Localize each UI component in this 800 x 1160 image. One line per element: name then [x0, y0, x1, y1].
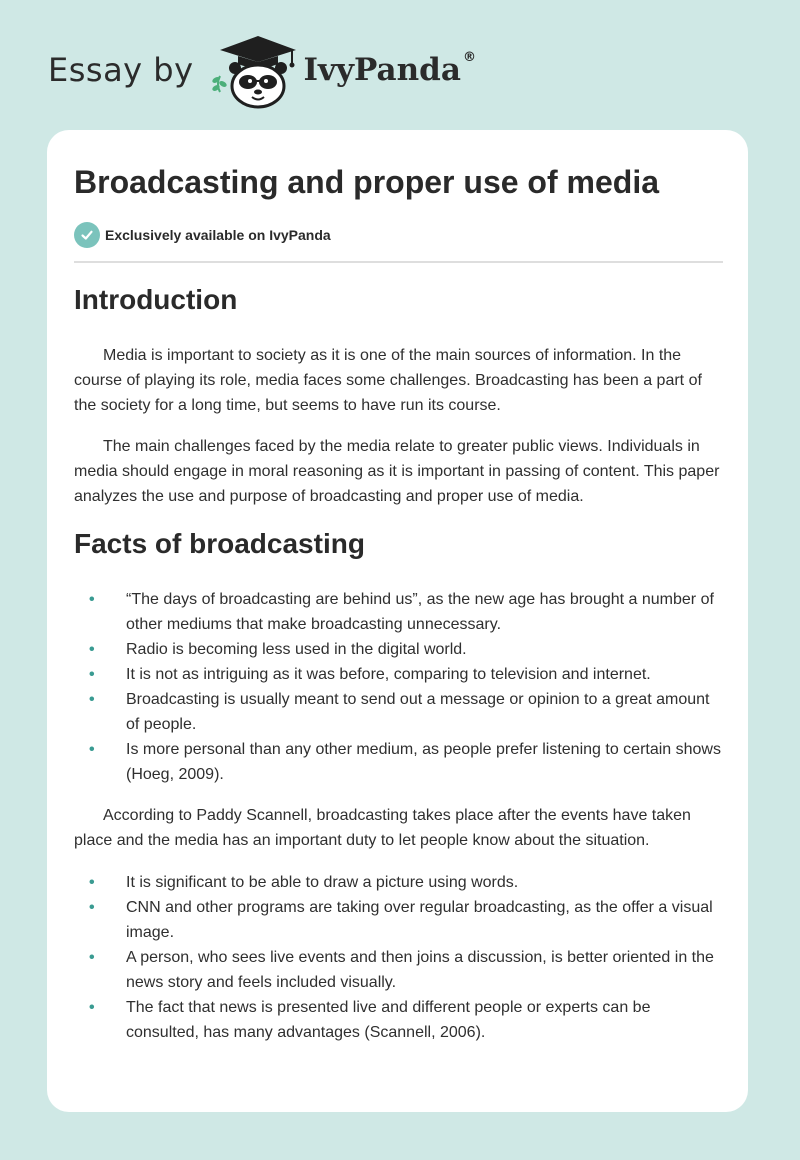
- section-heading-introduction: Introduction: [74, 284, 238, 315]
- list-item: [74, 587, 724, 637]
- list-item-text: It is not as intriguing as it was before, comparing to television and internet.: [126, 666, 651, 683]
- essay-title: Broadcasting and proper use of media: [74, 164, 659, 200]
- bullet-icon: •: [89, 591, 95, 608]
- list-item: [74, 662, 724, 687]
- list-item: [74, 870, 724, 895]
- registered-mark: ®: [462, 50, 476, 65]
- list-item-text: CNN and other programs are taking over regular broadcasting, as the offer a visual image.: [126, 899, 713, 941]
- bullet-icon: •: [89, 999, 95, 1016]
- list-item-text: It is significant to be able to draw a picture using words.: [126, 874, 519, 891]
- bullet-icon: •: [89, 949, 95, 966]
- panda-logo-icon[interactable]: [208, 30, 308, 110]
- list-item: [74, 945, 724, 995]
- list-item: [74, 995, 724, 1045]
- list-item-text: “The days of broadcasting are behind us”, as the new age has brought a number of other mediums that make broadcasting unnecessary.: [126, 591, 714, 633]
- list-item: [74, 895, 724, 945]
- list-item-text: A person, who sees live events and then joins a discussion, is better oriented in the news story and feels included visually.: [126, 949, 714, 991]
- bullet-icon: •: [89, 666, 95, 683]
- list-item-text: Broadcasting is usually meant to send out a message or opinion to a great amount of people.: [126, 691, 710, 733]
- paragraph: Media is important to society as it is one of the main sources of information. In the course of playing its role, media faces some challenges. Broadcasting has been a part of the society for a long time, but seems to have run its course.: [74, 347, 702, 414]
- bullet-icon: •: [89, 741, 95, 758]
- divider: [74, 261, 723, 263]
- badge-text: Exclusively available on IvyPanda: [105, 227, 331, 243]
- essay-card: [47, 130, 748, 1112]
- brand-prefix: Essay by: [48, 51, 194, 89]
- brand-name[interactable]: IvyPanda ®: [303, 50, 476, 88]
- bullet-icon: •: [89, 899, 95, 916]
- bullet-icon: •: [89, 641, 95, 658]
- exclusive-badge: [74, 222, 331, 248]
- list-item-text: Is more personal than any other medium, as people prefer listening to certain shows (Hoeg, 2009).: [126, 741, 721, 783]
- bullet-icon: •: [89, 874, 95, 891]
- checkmark-icon: [74, 222, 100, 248]
- site-header: [48, 30, 476, 110]
- section-heading-facts: Facts of broadcasting: [74, 528, 365, 559]
- facts-list: [74, 870, 724, 1045]
- bullet-icon: •: [89, 691, 95, 708]
- paragraph: According to Paddy Scannell, broadcasting takes place after the events have taken place and the media has an important duty to let people know about the situation.: [74, 807, 691, 849]
- paragraph: The main challenges faced by the media relate to greater public views. Individuals in media should engage in moral reasoning as it is important in passing of content. This paper analyzes the use and purpose of broadcasting and proper use of media.: [74, 438, 720, 505]
- list-item: [74, 737, 724, 787]
- list-item-text: The fact that news is presented live and different people or experts can be consulted, has many advantages (Scannell, 2006).: [126, 999, 651, 1041]
- list-item-text: Radio is becoming less used in the digital world.: [126, 641, 467, 658]
- list-item: [74, 637, 724, 662]
- facts-list: [74, 587, 724, 787]
- list-item: [74, 687, 724, 737]
